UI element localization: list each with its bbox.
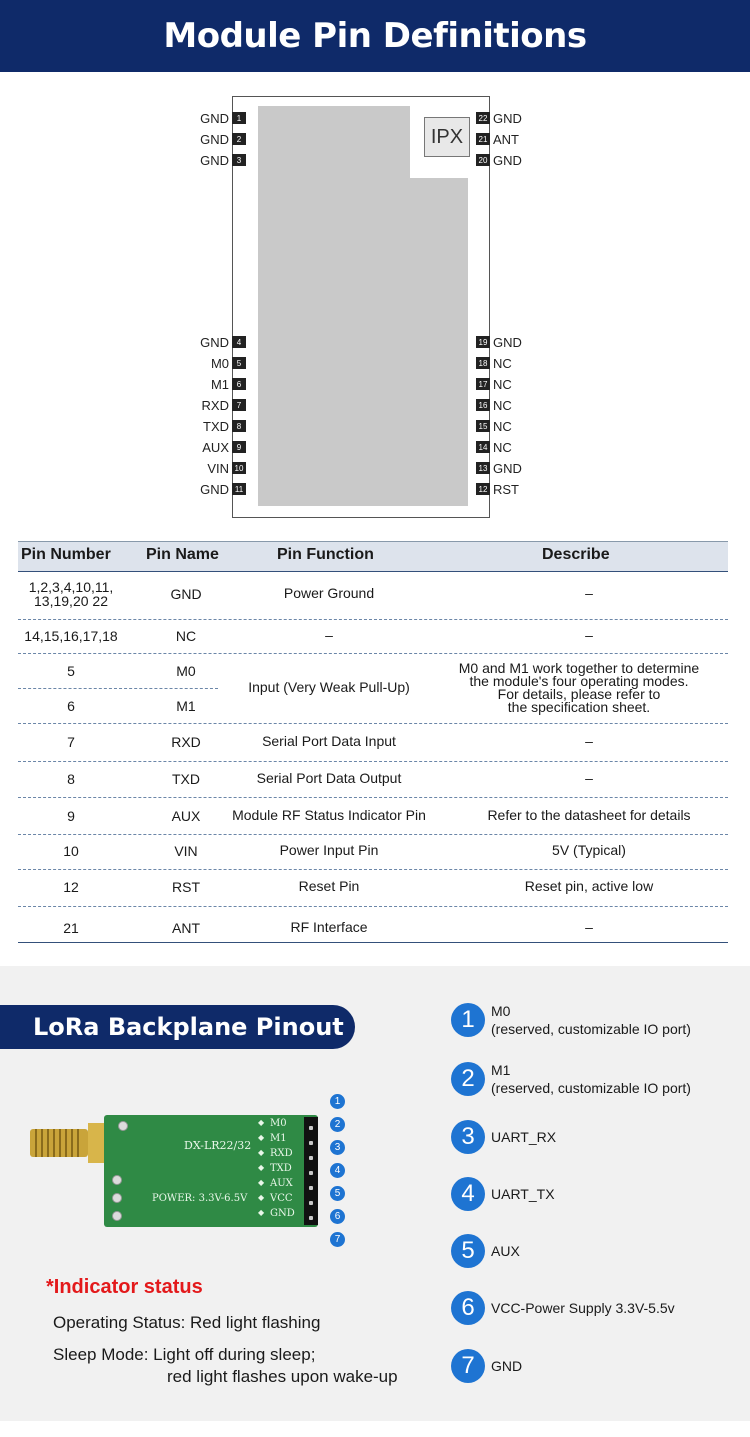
pin-pad: 6 — [232, 378, 246, 390]
cell-describe: – — [585, 919, 593, 935]
board-model: DX-LR22/32 — [184, 1139, 252, 1152]
mount-hole — [112, 1211, 122, 1221]
pin-label: NC — [493, 355, 512, 371]
pin-pad: 4 — [232, 336, 246, 348]
pin-pad: 13 — [476, 462, 490, 474]
pin-label: NC — [493, 439, 512, 455]
header-pin — [309, 1126, 313, 1130]
header-pin — [309, 1156, 313, 1160]
board-arrow-icon: ◆ — [258, 1208, 265, 1217]
pin-header — [304, 1117, 318, 1225]
board-number-badge: 3 — [330, 1140, 345, 1155]
cell-describe: – — [585, 770, 593, 786]
cell-pin-name: M1 — [176, 698, 196, 714]
cell-m-function: Input (Very Weak Pull-Up) — [248, 679, 410, 695]
header-pin-function: Pin Function — [277, 546, 374, 563]
module-pin-left — [170, 377, 246, 391]
pin-pad: 2 — [232, 133, 246, 145]
board-pin-label: TXD — [270, 1163, 292, 1174]
cell-pin-number: 1,2,3,4,10,11, 13,19,20 22 — [28, 579, 114, 609]
sleep-mode-wake: red light flashes upon wake-up — [167, 1367, 398, 1386]
pin-pad: 17 — [476, 378, 490, 390]
cell-pin-number: 12 — [63, 879, 79, 895]
board-arrow-icon: ◆ — [258, 1193, 265, 1202]
row-divider — [18, 688, 218, 689]
row-divider — [18, 761, 728, 762]
row-divider — [18, 906, 728, 907]
board-power: POWER: 3.3V-6.5V — [152, 1193, 248, 1204]
pin-label: GND — [200, 131, 229, 147]
board-number-badge: 7 — [330, 1232, 345, 1247]
board-arrow-icon: ◆ — [258, 1148, 265, 1157]
row-divider — [18, 619, 728, 620]
board-pin-label: GND — [270, 1208, 295, 1219]
cell-pin-number: 8 — [67, 771, 75, 787]
cell-pin-function: Reset Pin — [298, 878, 360, 894]
header-pin-number: Pin Number — [21, 546, 111, 563]
indicator-title: *Indicator status — [46, 1276, 203, 1298]
pin-pad: 5 — [232, 357, 246, 369]
pin-label: M1 — [210, 376, 229, 392]
board-number-badge: 4 — [330, 1163, 345, 1178]
cell-pin-name: RXD — [171, 734, 201, 750]
legend-text: GND — [491, 1358, 523, 1374]
header-pin — [309, 1186, 313, 1190]
legend-number-badge: 2 — [451, 1062, 485, 1096]
module-pin-right — [476, 153, 556, 167]
pin-pad: 20 — [476, 154, 490, 166]
board-arrow-icon: ◆ — [258, 1133, 265, 1142]
pin-label: GND — [493, 152, 522, 168]
cell-pin-number: 14,15,16,17,18 — [24, 628, 118, 644]
cell-pin-name: ANT — [172, 920, 200, 936]
cell-pin-function: Module RF Status Indicator Pin — [232, 807, 426, 823]
board-pin-label: RXD — [270, 1148, 293, 1159]
pin-pad: 15 — [476, 420, 490, 432]
module-pin-right — [476, 132, 556, 146]
legend-text: UART_RX — [491, 1129, 557, 1145]
row-divider — [18, 834, 728, 835]
pin-pad: 1 — [232, 112, 246, 124]
board-number-badge: 1 — [330, 1094, 345, 1109]
mount-hole — [112, 1175, 122, 1185]
pin-pad: 9 — [232, 441, 246, 453]
module-pin-left — [170, 461, 246, 475]
pin-label: NC — [493, 418, 512, 434]
pin-label: NC — [493, 376, 512, 392]
cell-pin-name: GND — [170, 586, 202, 602]
module-pin-right — [476, 377, 556, 391]
cell-pin-function: Serial Port Data Input — [262, 733, 396, 749]
cell-pin-function: RF Interface — [290, 919, 368, 935]
row-divider — [18, 723, 728, 724]
pin-pad: 3 — [232, 154, 246, 166]
pin-label: NC — [493, 397, 512, 413]
cell-describe: – — [585, 733, 593, 749]
pin-label: TXD — [203, 418, 229, 434]
cell-pin-function: Serial Port Data Output — [256, 770, 402, 786]
header-pin — [309, 1141, 313, 1145]
mount-hole — [118, 1121, 128, 1131]
pin-label: GND — [493, 460, 522, 476]
board-number-badge: 6 — [330, 1209, 345, 1224]
pin-label: GND — [200, 334, 229, 350]
module-pin-left — [170, 132, 246, 146]
cell-pin-number: 21 — [63, 920, 79, 936]
legend-number-badge: 1 — [451, 1003, 485, 1037]
cell-describe: Refer to the datasheet for details — [487, 807, 691, 823]
board-arrow-icon: ◆ — [258, 1178, 265, 1187]
row-divider — [18, 653, 728, 654]
module-pin-left — [170, 419, 246, 433]
module-pin-right — [476, 482, 556, 496]
module-pin-left — [170, 482, 246, 496]
table-header — [18, 541, 728, 572]
board-pin-label: M1 — [270, 1133, 287, 1144]
cell-describe: – — [585, 627, 593, 643]
pin-label: M0 — [210, 355, 229, 371]
module-pin-left — [170, 440, 246, 454]
pin-pad: 18 — [476, 357, 490, 369]
pin-label: GND — [200, 152, 229, 168]
pin-pad: 21 — [476, 133, 490, 145]
cell-describe: Reset pin, active low — [524, 878, 654, 894]
lora-board — [104, 1115, 318, 1227]
legend-text: M0 (reserved, customizable IO port) — [491, 1003, 691, 1037]
pin-label: AUX — [202, 439, 229, 455]
cell-pin-number: 9 — [67, 808, 75, 824]
cell-pin-name: NC — [175, 628, 197, 644]
pin-pad: 8 — [232, 420, 246, 432]
pin-label: GND — [493, 110, 522, 126]
cell-pin-name: AUX — [171, 808, 201, 824]
board-pin-label: AUX — [270, 1178, 293, 1189]
pin-pad: 11 — [232, 483, 246, 495]
pin-label: GND — [493, 334, 522, 350]
title-banner — [0, 0, 750, 72]
board-number-badge: 5 — [330, 1186, 345, 1201]
cell-pin-function: – — [325, 627, 333, 643]
page-title: Module Pin Definitions — [163, 16, 587, 56]
cell-pin-number: 7 — [67, 734, 75, 750]
pin-label: ANT — [493, 131, 519, 147]
board-arrow-icon: ◆ — [258, 1163, 265, 1172]
legend-number-badge: 7 — [451, 1349, 485, 1383]
pin-pad: 7 — [232, 399, 246, 411]
pin-pad: 12 — [476, 483, 490, 495]
pin-pad: 22 — [476, 112, 490, 124]
legend-text: VCC-Power Supply 3.3V-5.5v — [491, 1300, 675, 1316]
row-divider — [18, 797, 728, 798]
cell-pin-number: 5 — [67, 663, 75, 679]
cell-pin-function: Power Ground — [283, 585, 375, 601]
pin-label: GND — [200, 110, 229, 126]
row-divider — [18, 869, 728, 870]
module-pin-left — [170, 335, 246, 349]
sleep-mode: Sleep Mode: Light off during sleep; — [53, 1345, 316, 1364]
header-pin — [309, 1216, 313, 1220]
legend-number-badge: 4 — [451, 1177, 485, 1211]
module-pin-right — [476, 356, 556, 370]
backplane-title-pill — [0, 1005, 355, 1049]
legend-text: UART_TX — [491, 1186, 555, 1202]
cell-pin-name: VIN — [174, 843, 198, 859]
cell-pin-number: 6 — [67, 698, 75, 714]
header-pin — [309, 1171, 313, 1175]
cell-describe: – — [585, 585, 593, 601]
cell-m-describe: M0 and M1 work together to determine the module's four operating modes. For details, please refer to the specification sheet. — [458, 660, 700, 715]
pin-label: RST — [493, 481, 519, 497]
legend-number-badge: 6 — [451, 1291, 485, 1325]
module-pin-left — [170, 356, 246, 370]
cell-pin-number: 10 — [63, 843, 79, 859]
module-pin-right — [476, 335, 556, 349]
pin-label: GND — [200, 481, 229, 497]
board-arrow-icon: ◆ — [258, 1118, 265, 1127]
header-pin-name: Pin Name — [146, 546, 219, 563]
row-divider — [18, 942, 728, 943]
backplane-title: LoRa Backplane Pinout — [33, 1013, 344, 1041]
cell-pin-function: Power Input Pin — [279, 842, 379, 858]
module-pin-right — [476, 398, 556, 412]
module-pin-right — [476, 111, 556, 125]
header-describe: Describe — [542, 546, 610, 563]
mount-hole — [112, 1193, 122, 1203]
module-pin-right — [476, 419, 556, 433]
module-pin-right — [476, 461, 556, 475]
header-pin — [309, 1201, 313, 1205]
pin-pad: 16 — [476, 399, 490, 411]
operating-status: Operating Status: Red light flashing — [53, 1313, 321, 1332]
cell-pin-name: M0 — [176, 663, 196, 679]
cell-pin-name: RST — [172, 879, 200, 895]
cell-pin-name: TXD — [172, 771, 200, 787]
module-pin-left — [170, 398, 246, 412]
pin-label: RXD — [201, 397, 229, 413]
module-pin-left — [170, 111, 246, 125]
legend-text: AUX — [491, 1243, 520, 1259]
board-pin-label: M0 — [270, 1118, 287, 1129]
pin-pad: 14 — [476, 441, 490, 453]
pin-label: VIN — [207, 460, 229, 476]
legend-text: M1 (reserved, customizable IO port) — [491, 1062, 691, 1096]
cell-describe: 5V (Typical) — [552, 842, 626, 858]
legend-number-badge: 3 — [451, 1120, 485, 1154]
module-pin-left — [170, 153, 246, 167]
pin-pad: 19 — [476, 336, 490, 348]
ipx-connector: IPX — [424, 117, 470, 157]
board-number-badge: 2 — [330, 1117, 345, 1132]
pin-pad: 10 — [232, 462, 246, 474]
board-pin-label: VCC — [270, 1193, 293, 1204]
legend-number-badge: 5 — [451, 1234, 485, 1268]
module-pin-right — [476, 440, 556, 454]
